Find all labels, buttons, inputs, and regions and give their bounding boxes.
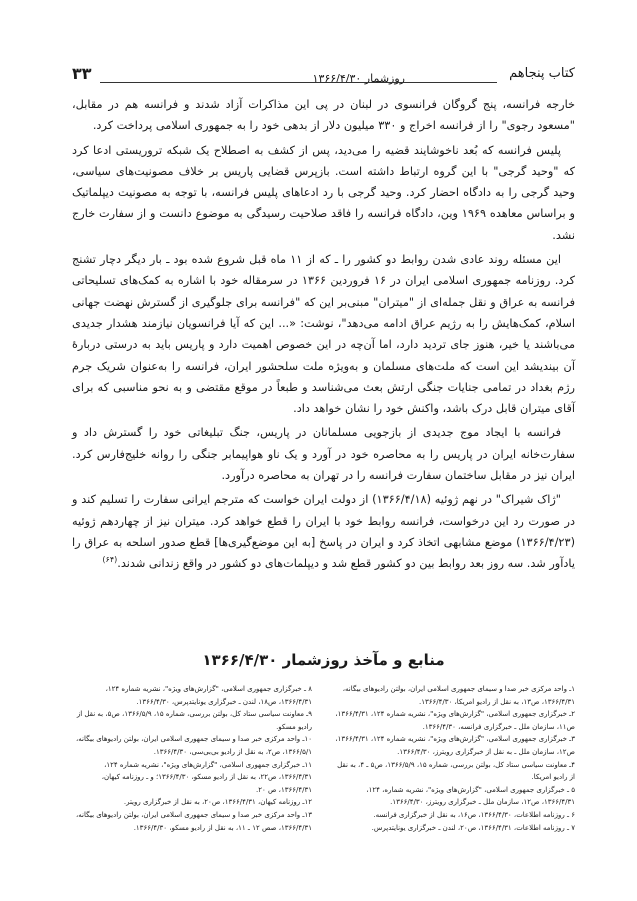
reference-item: ۶ ـ روزنامه اطلاعات، ۱۳۶۶/۴/۳۰، ص۱۶، به نقل از خبرگزاری فرانسه. (373, 810, 575, 819)
paragraph: این مسئله روند عادی شدن روابط دو کشور را ـ که از ۱۱ ماه قبل شروع شده بود ـ بار دیگر دچار تشنج کرد. روزنامه جمهوری اسلامی ایران در ۱۶ فروردین ۱۳۶۶ در سرمقاله خود با اشاره به کمک‌های تسلیحاتی فرانسه به عراق و نقل جمله‌ای از "میتران" مبنی‌بر این که "فرانسه برای جلوگیری از گسترش نهضت جهانی اسلام، کمک‌هایش را به رژیم عراق ادامه می‌دهد"، نوشت: «... این که آیا فرانسویان نیازمند هشدار جدیدی می‌باشند یا خیر، هنوز جای تردید دارد، اما آن‌چه در این خصوص اهمیت دارد و پاریس باید به درستی دربارهٔ آن بیندیشد این است که ملت‌های مسلمان و به‌ویژه ملت سلحشور ایران، فرانسه را به‌عنوان شریک جرم رژم بغداد در تمامی جنایات جنگی ارتش بعث می‌شناسد و طبعاً در موقع مقتضی و به نحو مناسبی که برای آقای میتران قابل درک باشد، واکنش خود را نشان خواهد داد. (72, 253, 575, 416)
reference-item: ۸ ـ خبرگزاری جمهوری اسلامی، "گزارش‌های ویژه"، نشریه شماره ۱۲۴، ۱۳۶۶/۴/۳۱، ص۱۸، لندن ـ خبرگزاری یونایتدپرس، ۱۳۶۶/۴/۳۰. (105, 685, 312, 706)
reference-item: ۱۳ـ واحد مرکزی خبر صدا و سیمای جمهوری اسلامی ایران، بولتن رادیوهای بیگانه، ۱۳۶۶/۴/۳۱، صص ۱۲ ـ ۱۱، به نقل از رادیو مسکو، ۱۳۶۶/۴/۳۰. (76, 810, 312, 832)
paragraph-text: "ژاک شیراک" در نهم ژوئیه (۱۳۶۶/۴/۱۸) از دولت ایران خواست که مترجم ایرانی سفارت را تسلیم کند و در صورت رد این درخواست، فرانسه روابط خود با ایران را قطع خواهد کرد. میتران نیز از چهاردهم ژوئیه (۱۳۶۶/۴/۲۳) موضع مشابهی اتخاذ کرد و ایران در پاسخ [به این موضع‌گیری‌ها] قطع صدور اسلحه به عراق را یادآور شد. سه روز بعد روابط بین دو کشور قطع شد و دیپلمات‌های دو کشور در واقع زندانی شدند. (72, 493, 575, 571)
reference-item: ۳ـ خبرگزاری جمهوری اسلامی، "گزارش‌های ویژه"، نشریه شماره ۱۲۴، ۱۳۶۶/۴/۳۱، ص۱۲، سازمان ملل ـ به نقل از خبرگزاری رویترز، ۱۳۶۶/۴/۳۰. (335, 735, 575, 756)
reference-item: ۱۰ـ واحد مرکزی خبر صدا و سیمای جمهوری اسلامی ایران، بولتن رادیوهای بیگانه، ۱۳۶۶/۵/۱، ص۲، به نقل از رادیو بی‌بی‌سی، ۱۳۶۶/۴/۳۰. (76, 735, 312, 756)
reference-item: ۱ـ واحد مرکزی خبر صدا و سیمای جمهوری اسلامی ایران، بولتن رادیوهای بیگانه، ۱۳۶۶/۴/۳۱، ص۱۳، به نقل از رادیو امریکا، ۱۳۶۶/۴/۳۰. (342, 685, 575, 706)
body-text (72, 94, 575, 575)
paragraph: فرانسه با ایجاد موج جدیدی از بازجویی مسلمانان در پاریس، جنگ تبلیغاتی خود را گسترش داد و سفارت‌خانه ایران در پاریس را به محاصره خود در آورد و یک ناو هواپیمابر جنگی را روانه خلیج‌فارس کرد. ایران نیز در مقابل ساختمان سفارت فرانسه را در تهران به محاصره درآورد. (72, 426, 575, 483)
reference-item: ۹ـ معاونت سیاسی ستاد کل، بولتن بررسی، شماره ۱۵، ۱۳۶۶/۵/۹، ص۵، به نقل از رادیو مسکو. (76, 710, 312, 731)
reference-item: ۲ـ خبرگزاری جمهوری اسلامی، "گزارش‌های ویژه"، نشریه شماره ۱۲۴، ۱۳۶۶/۴/۳۱، ص۱۱، سازمان ملل ـ خبرگزاری فرانسه، ۱۳۶۶/۴/۳۰. (335, 710, 575, 731)
paragraph-with-footnote (72, 489, 575, 574)
footnote-marker: (۶۴) (102, 555, 118, 565)
header-rule (100, 82, 497, 83)
references-column-right (335, 683, 575, 834)
book-title: کتاب پنجاهم (509, 66, 575, 81)
reference-item: ۷ ـ روزنامه اطلاعات، ۱۳۶۶/۴/۳۱، ص۲۰، لندن ـ خبرگزاری یونایتدپرس. (371, 823, 575, 832)
sources-heading: منابع و مآخذ روزشمار ۱۳۶۶/۴/۳۰ (202, 651, 445, 669)
page-header (72, 64, 575, 90)
reference-item: ۵ ـ خبرگزاری جمهوری اسلامی، "گزارش‌های ویژه"، نشریه شماره، ۱۲۴، ۱۳۶۶/۴/۳۱، ص۱۲، سازمان ملل ـ خبرگزاری رویترز، ۱۳۶۶/۴/۳۰. (366, 785, 575, 807)
paragraph: خارجه فرانسه، پنج گروگان فرانسوی در لبنان در پی این مذاکرات آزاد شدند و فرانسه هم در مقابل، "مسعود رجوی" را از فرانسه اخراج و ۳۳۰ میلیون دلار از بدهی خود را به جمهوری اسلامی پرداخت کرد. (72, 98, 575, 133)
diary-date-label: روزشمار ۱۳۶۶/۴/۳۰ (312, 72, 405, 85)
page-number: ۳۳ (72, 64, 92, 83)
reference-item: ۱۲ـ روزنامه کیهان، ۱۳۶۶/۴/۳۱، ص۲۰، به نقل از خبرگزاری رویتر. (123, 798, 312, 807)
references (72, 683, 575, 873)
paragraph: پلیس فرانسه که بُعد ناخوشایند قضیه را می‌دید، پس از کشف به اصطلاح یک شبکه تروریستی ادعا کرد که "وحید گرجی" با این گروه ارتباط داشته است. بازپرس قضایی پاریس بر خلاف مصونیت‌های سیاسی، وحید گرجی را به دادگاه احضار کرد. وحید گرجی با رد ادعاهای پلیس فرانسه، با توجه به مصونیت دیپلماتیک و براساس معاهده ۱۹۶۹ وین، دادگاه فرانسه را فاقد صلاحیت رسیدگی به موضوع دانست و از سفارت خارج نشد. (72, 143, 575, 242)
reference-item: ۱۱ـ خبرگزاری جمهوری اسلامی، "گزارش‌های ویژه"، نشریه شماره ۱۲۴، ۱۳۶۶/۴/۳۱، ص۲۲، به نقل از رادیو مسکو، ۱۳۶۶/۴/۳۰؛ و ـ روزنامه کیهان، ۱۳۶۶/۴/۳۱، ص ۲۰. (101, 760, 312, 794)
references-column-left (72, 683, 312, 834)
reference-item: ۴ـ معاونت سیاسی ستاد کل، بولتن بررسی، شماره ۱۵، ۱۳۶۶/۵/۹، ص۵ ـ ۴، به نقل از رادیو امریکا. (337, 760, 575, 782)
